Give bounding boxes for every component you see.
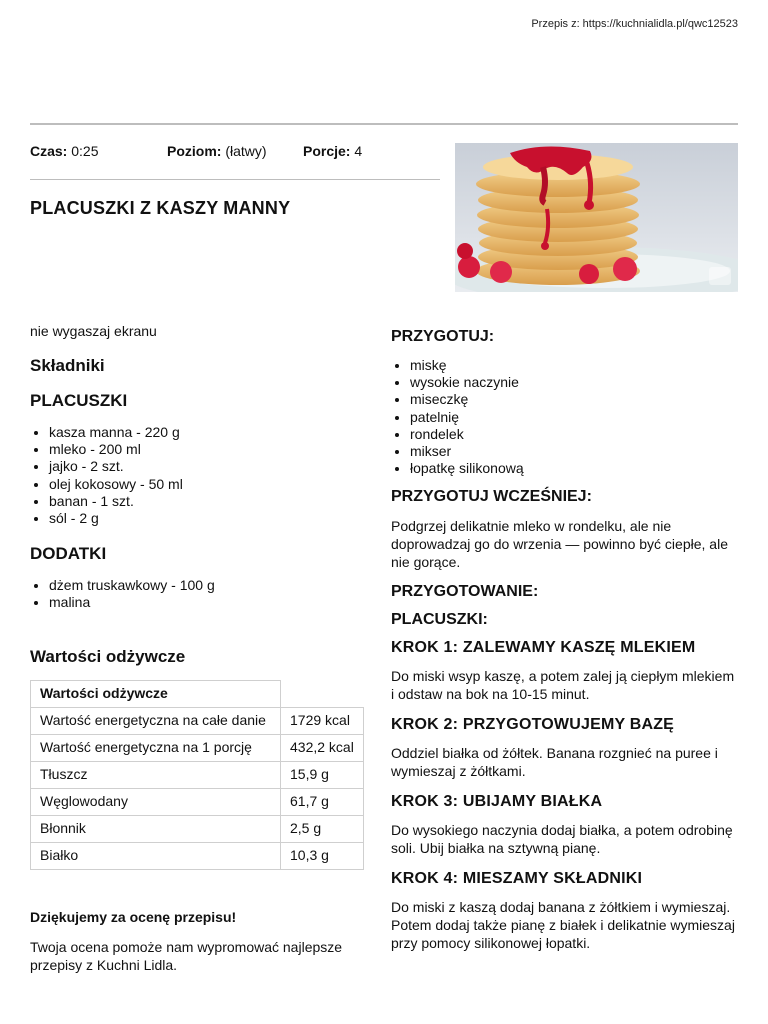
level-label: Poziom: bbox=[167, 143, 222, 159]
list-item: • malina bbox=[49, 594, 375, 611]
list-item: • miskę bbox=[410, 357, 741, 374]
tools-list bbox=[391, 357, 741, 477]
prepare-early-text: Podgrzej delikatnie mleko w rondelku, ale nie doprowadzaj go do wrzenia — powinno być ciepłe, ale nie gorące. bbox=[391, 518, 728, 571]
list-item: • kasza manna - 220 g bbox=[49, 424, 375, 441]
thanks-text: Twoja ocena pomoże nam wypromować najlepsze przepisy z Kuchni Lidla. bbox=[30, 938, 343, 973]
step-4-title: KROK 4: MIESZAMY SKŁADNIKI bbox=[391, 870, 643, 888]
nutrient-name: Wartość energetyczna na 1 porcję bbox=[31, 734, 281, 761]
time-label: Czas: bbox=[30, 143, 68, 159]
step-1-title: KROK 1: ZALEWAMY KASZĘ MLEKIEM bbox=[391, 639, 696, 657]
meta-divider bbox=[30, 179, 440, 180]
list-item: • patelnię bbox=[410, 409, 741, 426]
step-3-text: Do wysokiego naczynia dodaj białka, a potem odrobinę soli. Ubij białka na sztywną pianę. bbox=[391, 822, 733, 857]
table-row bbox=[31, 734, 364, 761]
servings-label: Porcje: bbox=[303, 143, 351, 159]
step-3-title: KROK 3: UBIJAMY BIAŁKA bbox=[391, 793, 603, 811]
recipe-title: PLACUSZKI Z KASZY MANNY bbox=[30, 198, 291, 218]
level-value: (łatwy) bbox=[225, 143, 267, 159]
pancake-illustration bbox=[455, 143, 738, 292]
step-2-title: KROK 2: PRZYGOTOWUJEMY BAZĘ bbox=[391, 716, 675, 734]
step-1-text: Do miski wsyp kaszę, a potem zalej ją ciepłym mlekiem i odstaw na bok na 10-15 minut. bbox=[391, 668, 735, 703]
list-item: • wysokie naczynie bbox=[410, 374, 741, 391]
table-header-cell: Wartości odżywcze bbox=[31, 680, 281, 707]
list-item: • banan - 1 szt. bbox=[49, 493, 375, 510]
right-column bbox=[391, 328, 741, 952]
nutrition-heading bbox=[30, 648, 375, 665]
nutrition-table bbox=[30, 680, 364, 870]
recipe-meta bbox=[30, 143, 440, 163]
nutrient-value: 15,9 g bbox=[281, 761, 364, 788]
time-meta bbox=[30, 143, 99, 159]
step-2-text: Oddziel białka od żółtek. Banana rozgnieć na puree i wymieszaj z żółtkami. bbox=[391, 745, 718, 780]
prepare-heading: PRZYGOTUJ: bbox=[391, 328, 495, 345]
table-row bbox=[31, 842, 364, 869]
nutrient-name: Białko bbox=[31, 842, 281, 869]
pancake-stack-photo bbox=[455, 143, 738, 292]
nutrient-name: Błonnik bbox=[31, 815, 281, 842]
placuszki-steps-heading: PLACUSZKI: bbox=[391, 611, 488, 629]
kuchnia-lidla-watermark-icon bbox=[709, 267, 731, 285]
source-url: Przepis z: https://kuchnialidla.pl/qwc12523 bbox=[531, 18, 738, 30]
thanks-heading: Dziękujemy za ocenę przepisu! bbox=[30, 908, 237, 925]
nutrient-value: 432,2 kcal bbox=[281, 734, 364, 761]
list-item: • sól - 2 g bbox=[49, 510, 375, 527]
table-row bbox=[31, 707, 364, 734]
list-item: • miseczkę bbox=[410, 391, 741, 408]
table-header-empty bbox=[281, 680, 364, 707]
nutrition-heading-text: Wartości odżywcze bbox=[30, 646, 186, 666]
nutrient-name: Węglowodany bbox=[31, 788, 281, 815]
list-item: • mleko - 200 ml bbox=[49, 441, 375, 458]
placuszki-ingredients-list bbox=[30, 424, 375, 527]
screen-note: nie wygaszaj ekranu bbox=[30, 323, 157, 339]
table-row bbox=[31, 761, 364, 788]
list-item: • mikser bbox=[410, 443, 741, 460]
dodatki-ingredients-list bbox=[30, 577, 375, 611]
placuszki-heading: PLACUSZKI bbox=[30, 391, 128, 410]
list-item: • dżem truskawkowy - 100 g bbox=[49, 577, 375, 594]
ingredients-heading: Składniki bbox=[30, 356, 105, 375]
prepare-early-heading: PRZYGOTUJ WCZEŚNIEJ: bbox=[391, 488, 592, 506]
nutrient-value: 61,7 g bbox=[281, 788, 364, 815]
nutrient-value: 2,5 g bbox=[281, 815, 364, 842]
table-header-row bbox=[31, 680, 364, 707]
servings-value: 4 bbox=[354, 143, 363, 159]
list-item: • rondelek bbox=[410, 426, 741, 443]
nutrient-value: 10,3 g bbox=[281, 842, 364, 869]
nutrient-name: Tłuszcz bbox=[31, 761, 281, 788]
list-item: • jajko - 2 szt. bbox=[49, 458, 375, 475]
nutrient-value: 1729 kcal bbox=[281, 707, 364, 734]
servings-meta bbox=[303, 143, 362, 159]
level-meta bbox=[167, 143, 267, 159]
time-value: 0:25 bbox=[71, 143, 99, 159]
list-item: • łopatkę silikonową bbox=[410, 460, 741, 477]
step-4-text: Do miski z kaszą dodaj banana z żółtkiem i wymieszaj. Potem dodaj także pianę z białek i delikatnie wymieszaj przy pomocy silikonowej łopatki. bbox=[391, 899, 735, 952]
list-item: • olej kokosowy - 50 ml bbox=[49, 476, 375, 493]
top-divider bbox=[30, 123, 738, 125]
table-row bbox=[31, 788, 364, 815]
table-row bbox=[31, 815, 364, 842]
left-column bbox=[30, 323, 375, 974]
dodatki-heading: DODATKI bbox=[30, 544, 107, 564]
nutrient-name: Wartość energetyczna na całe danie bbox=[31, 707, 281, 734]
preparation-heading: PRZYGOTOWANIE: bbox=[391, 583, 539, 601]
